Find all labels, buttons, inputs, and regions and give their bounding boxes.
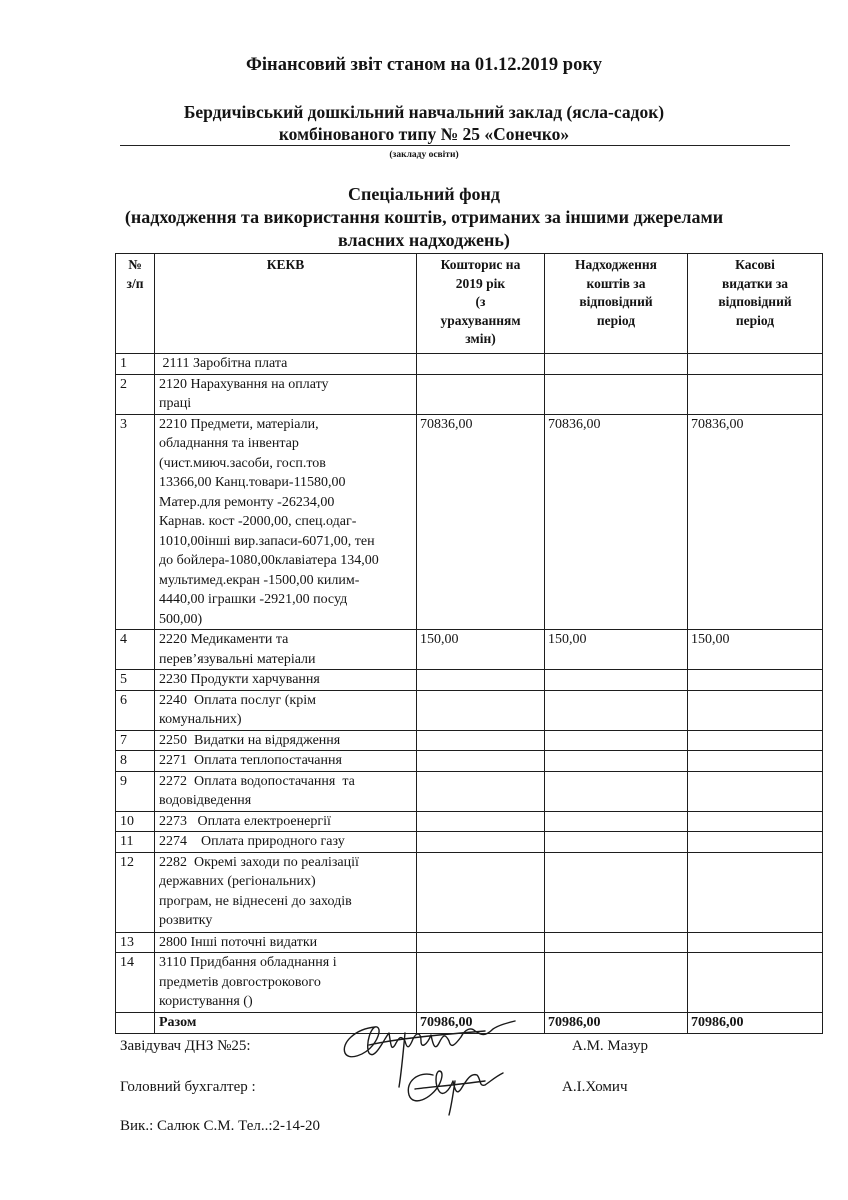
row-kekv [155,354,417,375]
row-number: 8 [116,751,155,772]
fund-subtitle-line1: (надходження та використання коштів, отриманих за іншими джерелами [124,207,724,227]
row-budget [417,771,545,811]
row-received [545,953,688,1013]
row-kekv [155,690,417,730]
row-received: 150,00 [545,630,688,670]
text-line: 2250 Видатки на відрядження [159,732,341,748]
text-line: видатки за [721,275,789,291]
table-row [116,730,823,751]
text-line: 500,00) [159,611,203,627]
table-header-row [116,254,823,354]
row-received [545,771,688,811]
text-line: 4440,00 іграшки -2921,00 посуд [159,592,348,607]
text-line: мультимед.екран -1500,00 килим- [159,572,360,588]
row-received [545,690,688,730]
table-row [116,811,823,832]
row-spent [688,730,823,751]
text-line: предметів довгострокового [159,974,321,990]
row-number: 4 [116,630,155,670]
text-line: Карнав. кост -2000,00, спец.одаг- [159,514,357,529]
text-line: урахуванням [440,312,521,328]
row-kekv [155,811,417,832]
institution-name-line1: Бердичівський дошкільний навчальний заклад (ясла-садок) [183,102,665,122]
text-line: програм, не віднесені до заходів [159,893,352,909]
finance-table [115,253,823,1034]
text-line: праці [159,396,192,411]
text-line: (чист.миюч.засоби, госп.тов [159,455,326,471]
fund-title: Спеціальний фонд [347,184,501,204]
row-number: 5 [116,670,155,691]
text-line: користування () [159,994,253,1009]
table-body [116,354,823,1034]
text-line: 1010,00інші вир.запаси-6071,00, тен [159,533,375,549]
table-row [116,374,823,414]
row-budget [417,751,545,772]
row-spent [688,852,823,932]
text-line: 13366,00 Канц.товари-11580,00 [159,475,346,490]
fund-subtitle-line2: власних надходжень) [338,230,510,250]
row-received [545,751,688,772]
row-budget [417,374,545,414]
table-row [116,690,823,730]
row-budget [417,354,545,375]
text-line: 2800 Інші поточні видатки [159,934,318,950]
row-kekv [155,374,417,414]
row-received [545,354,688,375]
table-row [116,852,823,932]
row-number: 14 [116,953,155,1013]
row-received [545,811,688,832]
total-label: Разом [155,1013,417,1034]
text-line: 2111 Заробітна плата [159,356,288,371]
row-budget [417,953,545,1013]
row-spent [688,354,823,375]
row-received [545,670,688,691]
row-number: 2 [116,374,155,414]
row-received [545,730,688,751]
total-spent: 70986,00 [688,1013,823,1034]
row-spent [688,670,823,691]
text-line: Кошторис на [440,257,521,272]
table-row [116,932,823,953]
row-budget [417,932,545,953]
row-kekv [155,832,417,853]
row-kekv [155,771,417,811]
row-kekv [155,414,417,630]
row-number: 10 [116,811,155,832]
row-spent [688,771,823,811]
table-row [116,953,823,1013]
text-line: 2120 Нарахування на оплату [159,376,329,392]
row-spent [688,932,823,953]
table-row [116,832,823,853]
report-title: Фінансовий звіт станом на 01.12.2019 року [246,55,602,75]
row-number: 1 [116,354,155,375]
text-line: 2220 Медикаменти та [159,632,289,647]
row-received: 70836,00 [545,414,688,630]
header-budget [417,254,545,354]
row-number: 7 [116,730,155,751]
text-line: до бойлера-1080,00клавіатера 134,00 [159,553,379,568]
total-num [116,1013,155,1034]
text-line: водовідведення [159,793,252,808]
text-line: 2019 рік [455,275,506,291]
row-kekv [155,932,417,953]
text-line: відповідний [579,294,653,309]
row-received [545,932,688,953]
row-kekv [155,953,417,1013]
institution-caption: (закладу освіти) [389,150,459,160]
row-spent [688,751,823,772]
accountant-label: Головний бухгалтер : [120,1079,256,1095]
text-line: комунальних) [159,712,242,727]
text-line: розвитку [159,913,213,928]
text-line: 2272 Оплата водопостачання та [159,773,355,789]
text-line: період [735,312,775,328]
text-line: Матер.для ремонту -26234,00 [159,494,335,510]
row-spent [688,374,823,414]
header-num [116,254,155,354]
row-number: 3 [116,414,155,630]
text-line: коштів за [586,275,646,291]
row-budget [417,832,545,853]
accountant-name: А.І.Хомич [562,1079,628,1095]
table-row [116,670,823,691]
row-budget: 70836,00 [417,414,545,630]
text-line: перев’язувальні матеріали [159,651,316,667]
director-name: А.М. Мазур [572,1038,649,1054]
row-spent [688,811,823,832]
handwritten-signature [335,1015,535,1125]
text-line: № [128,257,142,272]
text-line: 2240 Оплата послуг (крім [159,692,316,708]
total-budget: 70986,00 [417,1013,545,1034]
row-budget: 150,00 [417,630,545,670]
row-number: 11 [116,832,155,853]
row-budget [417,730,545,751]
header-kekv: КЕКВ [155,254,417,354]
row-spent: 150,00 [688,630,823,670]
header-spent [688,254,823,354]
total-received: 70986,00 [545,1013,688,1034]
row-budget [417,852,545,932]
text-line: період [596,312,636,328]
text-line: відповідний [718,294,792,309]
text-line: 2230 Продукти харчування [159,672,320,687]
text-line: державних (регіональних) [159,874,316,889]
table-row [116,630,823,670]
row-number: 12 [116,852,155,932]
text-line: 2273 Оплата електроенергії [159,813,331,829]
text-line: з/п [126,275,144,291]
row-received [545,852,688,932]
row-received [545,374,688,414]
row-budget [417,811,545,832]
institution-name-line2: комбінованого типу № 25 «Сонечко» [278,124,570,144]
row-spent [688,953,823,1013]
table-row [116,771,823,811]
row-spent: 70836,00 [688,414,823,630]
row-number: 13 [116,932,155,953]
director-label: Завідувач ДНЗ №25: [120,1038,251,1054]
row-spent [688,832,823,853]
row-kekv [155,670,417,691]
text-line: змін) [465,331,496,346]
row-budget [417,670,545,691]
text-line: Касові [735,257,775,272]
row-budget [417,690,545,730]
executor-info: Вик.: Салюк С.М. Тел..:2-14-20 [120,1118,320,1134]
row-kekv [155,852,417,932]
row-kekv [155,630,417,670]
row-number: 6 [116,690,155,730]
row-kekv [155,730,417,751]
text-line: обладнання та інвентар [159,436,299,451]
text-line: (з [475,294,486,309]
text-line: Надходження [575,257,657,272]
text-line: 2282 Окремі заходи по реалізації [159,854,359,870]
row-spent [688,690,823,730]
text-line: 2271 Оплата теплопостачання [159,753,342,768]
row-received [545,832,688,853]
table-row [116,354,823,375]
header-received [545,254,688,354]
row-number: 9 [116,771,155,811]
table-row [116,414,823,630]
institution-underline [120,145,790,146]
row-kekv [155,751,417,772]
text-line: 2274 Оплата природного газу [159,834,345,849]
text-line: 3110 Придбання обладнання і [159,955,337,970]
table-row [116,751,823,772]
text-line: 2210 Предмети, матеріали, [159,416,319,432]
